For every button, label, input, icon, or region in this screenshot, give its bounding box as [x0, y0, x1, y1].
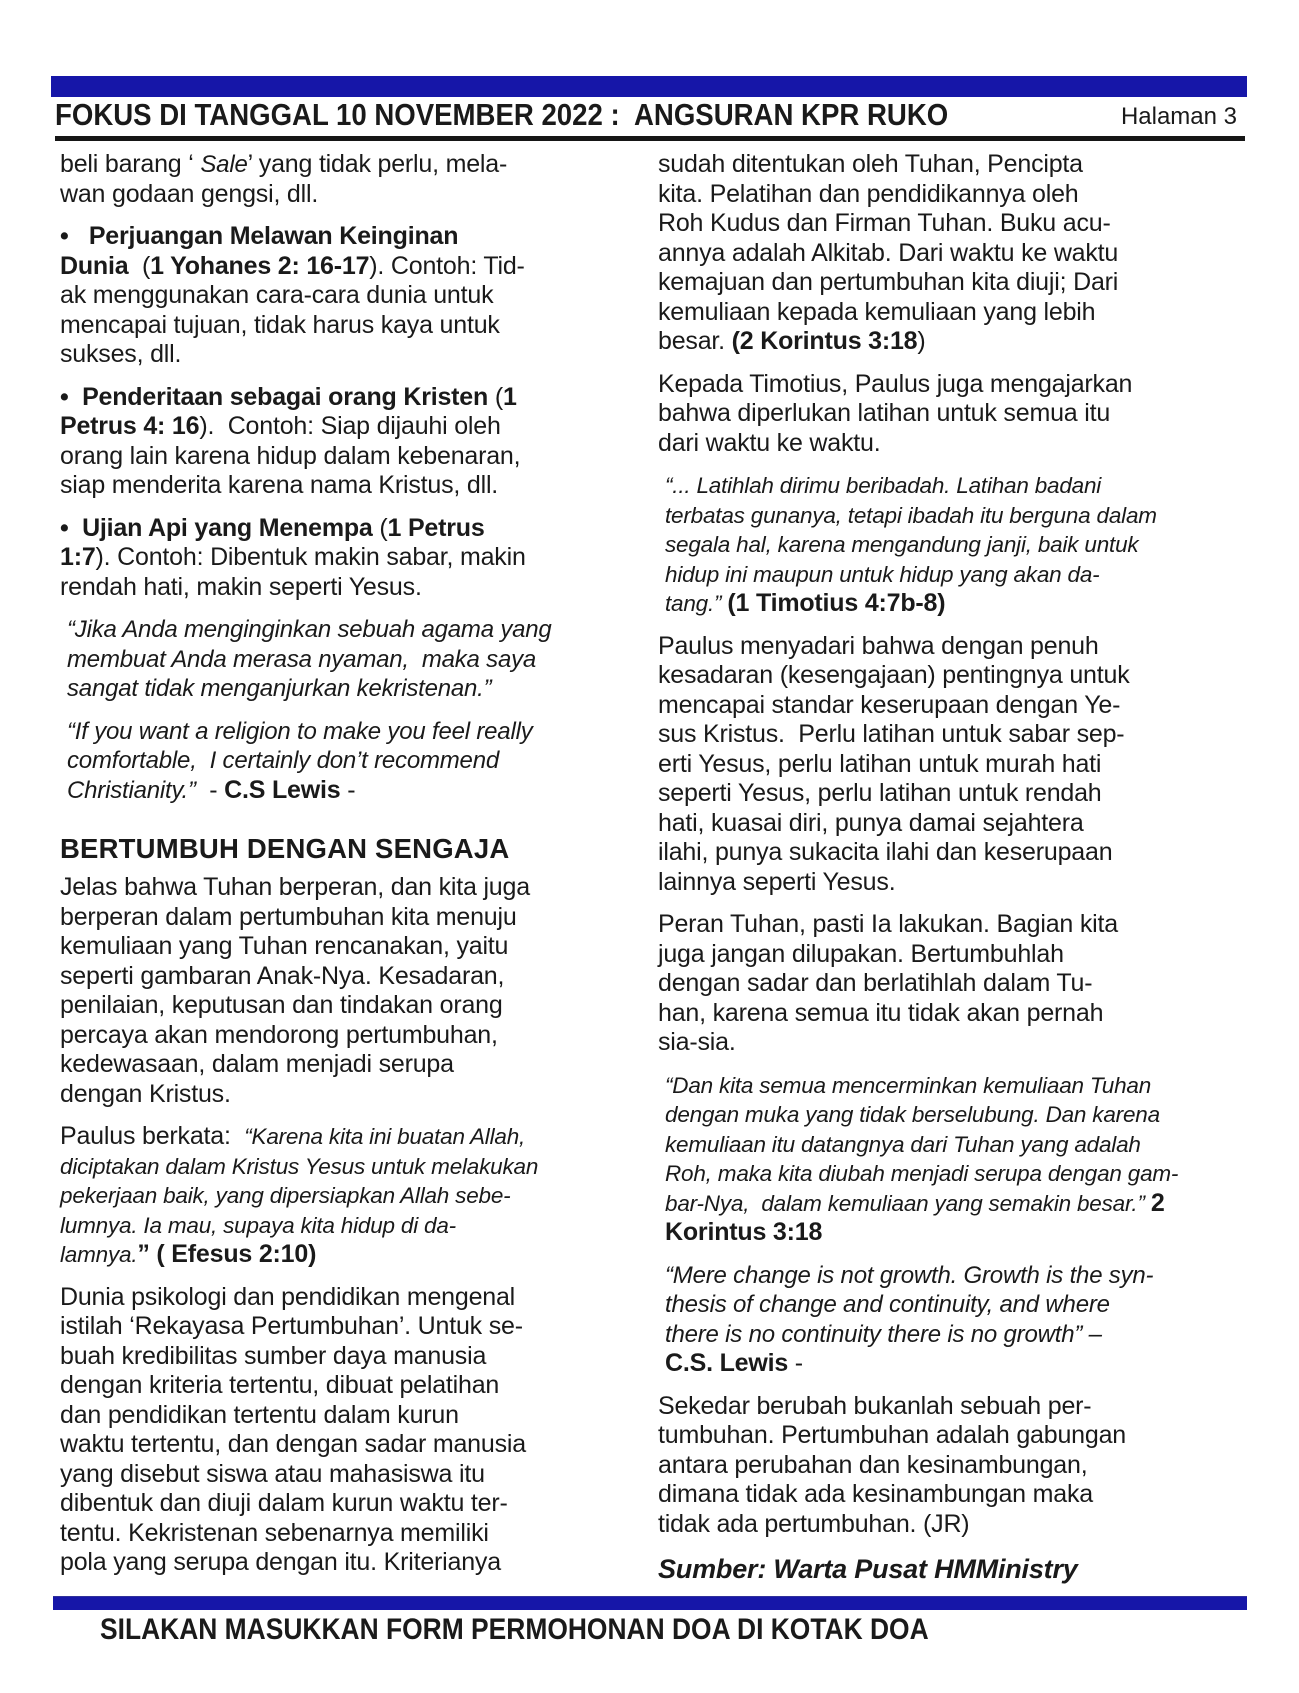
- text-line: [665, 589, 1246, 619]
- text-segment: “Jika Anda menginginkan sebuah agama yang: [67, 616, 552, 643]
- text-segment: [69, 222, 89, 250]
- text-segment: Dunia psikologi dan pendidikan mengenal: [60, 1282, 516, 1311]
- text-line: [658, 969, 1246, 999]
- text-segment: buah kredibilitas sumber daya manusia: [60, 1341, 487, 1370]
- text-segment: “Mere change is not growth. Growth is the syn-: [665, 1261, 1154, 1289]
- text-line: [665, 1189, 1246, 1219]
- text-line: [60, 543, 590, 573]
- text-segment: 1: [502, 382, 517, 411]
- text-line: [60, 1519, 590, 1549]
- page-title: FOKUS DI TANGGAL 10 NOVEMBER 2022 : ANGSURAN KPR RUKO: [55, 97, 949, 132]
- text-segment: C.S Lewis: [224, 775, 341, 804]
- text-segment: berperan dalam pertumbuhan kita menuju: [60, 902, 517, 931]
- page-header: [55, 98, 1245, 141]
- text-segment: annya adalah Alkitab. Dari waktu ke waktu: [658, 238, 1119, 267]
- text-line: [60, 573, 590, 603]
- text-segment: comfortable, I certainly don’t recommend: [67, 747, 499, 774]
- text-line: [658, 750, 1246, 780]
- text-segment: tang.”: [665, 591, 728, 616]
- text-line: [658, 1421, 1246, 1451]
- text-line: [60, 1342, 590, 1372]
- text-segment: pola yang serupa dengan itu. Kriterianya: [60, 1548, 501, 1576]
- text-segment: (: [488, 382, 503, 411]
- text-line: [60, 1489, 590, 1519]
- text-line: [658, 239, 1246, 269]
- text-segment: sus Kristus. Perlu latihan untuk sabar sep-: [658, 720, 1125, 748]
- text-segment: ak menggunakan cara-cara dunia untuk: [60, 281, 494, 309]
- article-body: [60, 150, 1246, 1599]
- text-segment: segala hal, karena mengandung janji, baik untuk: [665, 532, 1139, 557]
- text-segment: ” ( Efesus 2:10): [137, 1240, 317, 1268]
- text-line: [658, 150, 1246, 180]
- text-segment: seperti Yesus, perlu latihan untuk rendah: [658, 779, 1102, 807]
- column-right: [658, 150, 1246, 1599]
- text-segment: (: [372, 513, 388, 542]
- text-segment: Sekedar berubah bukanlah sebuah per-: [658, 1391, 1092, 1420]
- text-line: [60, 1181, 590, 1211]
- text-line: [60, 222, 590, 252]
- text-line: [60, 1080, 590, 1110]
- text-line: [60, 412, 590, 442]
- text-line: [60, 281, 590, 311]
- text-line: [67, 645, 590, 675]
- text-line: [60, 471, 590, 501]
- text-line: [67, 674, 590, 704]
- text-line: [665, 1218, 1246, 1248]
- text-segment: siap menderita karena nama Kristus, dll.: [60, 471, 499, 499]
- text-segment: istilah ‘Rekayasa Pertumbuhan’. Untuk se-: [60, 1312, 523, 1340]
- text-line: [60, 932, 590, 962]
- text-segment: (1 Timotius 4:7b-8): [727, 589, 946, 617]
- text-line: [658, 209, 1246, 239]
- text-line: [658, 691, 1246, 721]
- text-segment: penilaian, keputusan dan tindakan orang: [60, 991, 503, 1019]
- column-left: [60, 150, 590, 1591]
- quote-paragraph: [658, 1261, 1246, 1379]
- text-segment: bahwa diperlukan latihan untuk semua itu: [658, 399, 1111, 427]
- bullet-item: [60, 383, 590, 501]
- text-line: [658, 868, 1246, 898]
- text-segment: -: [195, 775, 225, 804]
- text-segment: •: [60, 222, 69, 250]
- text-line: [665, 1290, 1246, 1320]
- text-segment: 2: [1150, 1188, 1165, 1217]
- bullet-item: [60, 222, 590, 370]
- text-segment: kedewasaan, dalam menjadi serupa: [60, 1050, 454, 1078]
- text-segment: •: [60, 513, 69, 542]
- text-segment: rendah hati, makin seperti Yesus.: [60, 572, 422, 601]
- text-segment: pekerjaan baik, yang dipersiapkan Allah sebe-: [60, 1183, 511, 1208]
- text-line: [60, 442, 590, 472]
- paragraph: [658, 150, 1246, 357]
- text-segment: kemuliaan kepada kemuliaan yang lebih: [658, 297, 1096, 326]
- text-segment: Christianity.”: [67, 776, 196, 804]
- text-segment: lainnya seperti Yesus.: [658, 867, 896, 896]
- quote-paragraph: [658, 1071, 1246, 1248]
- paragraph: [658, 1392, 1246, 1540]
- text-line: [665, 501, 1246, 531]
- text-segment: •: [60, 382, 69, 411]
- text-line: [658, 809, 1246, 839]
- text-line: [658, 720, 1246, 750]
- text-segment: kesadaran (kesengajaan) pentingnya untuk: [658, 661, 1130, 689]
- quote-paragraph: [658, 471, 1246, 619]
- text-segment: erti Yesus, perlu latihan untuk murah hati: [658, 749, 1102, 778]
- text-segment: Roh, maka kita diubah menjadi serupa dengan gam-: [665, 1161, 1179, 1186]
- text-line: [658, 940, 1246, 970]
- text-line: [658, 1510, 1246, 1540]
- text-segment: ). Contoh: Siap dijauhi oleh: [199, 412, 501, 440]
- text-segment: tumbuhan. Pertumbuhan adalah gabungan: [658, 1421, 1126, 1449]
- text-segment: waktu tertentu, dan dengan sadar manusia: [60, 1430, 526, 1458]
- text-segment: Penderitaan sebagai orang Kristen: [82, 382, 489, 411]
- text-line: [60, 1312, 590, 1342]
- text-line: [60, 180, 590, 210]
- source-credit: [658, 1552, 1246, 1586]
- text-segment: there is no continuity there is no growth” –: [665, 1320, 1102, 1348]
- text-segment: kita. Pelatihan dan pendidikannya oleh: [658, 179, 1079, 208]
- text-line: [665, 1130, 1246, 1160]
- text-line: [60, 991, 590, 1021]
- text-line: [60, 1548, 590, 1578]
- text-line: [658, 999, 1246, 1029]
- quote-paragraph: [60, 615, 590, 704]
- text-segment: Perjuangan Melawan Keinginan: [88, 222, 459, 250]
- text-segment: membuat Anda merasa nyaman, maka saya: [67, 645, 537, 673]
- text-line: [67, 615, 590, 645]
- text-line: [60, 1401, 590, 1431]
- text-segment: [69, 514, 83, 542]
- text-segment: kemuliaan yang Tuhan rencanakan, yaitu: [60, 932, 509, 960]
- text-line: [658, 1028, 1246, 1058]
- text-line: [60, 1050, 590, 1080]
- text-segment: BERTUMBUH DENGAN SENGAJA: [60, 833, 510, 864]
- text-line: [60, 1021, 590, 1051]
- text-segment: Paulus berkata:: [60, 1122, 245, 1150]
- page-number-label: Halaman 3: [1120, 103, 1237, 130]
- text-line: [60, 1371, 590, 1401]
- text-segment: (: [128, 251, 151, 280]
- text-line: [60, 962, 590, 992]
- text-segment: Jelas bahwa Tuhan berperan, dan kita juga: [60, 873, 530, 901]
- text-segment: ). Contoh: Tid-: [369, 251, 525, 280]
- text-segment: -: [788, 1349, 803, 1377]
- text-segment: dengan Kristus.: [60, 1079, 231, 1108]
- text-segment: sangat tidak menganjurkan kekristenan.”: [67, 675, 492, 702]
- paragraph: [60, 1122, 590, 1270]
- text-line: [60, 832, 590, 866]
- text-segment: han, karena semua itu tidak akan pernah: [658, 998, 1104, 1027]
- footer-banner-text: SILAKAN MASUKKAN FORM PERMOHONAN DOA DI KOTAK DOA: [100, 1613, 929, 1646]
- text-line: [60, 514, 590, 544]
- text-segment: Petrus 4: 16: [60, 412, 200, 440]
- text-line: [658, 910, 1246, 940]
- paragraph: [658, 370, 1246, 459]
- text-line: [60, 1460, 590, 1490]
- text-segment: mencapai tujuan, tidak harus kaya untuk: [60, 310, 500, 339]
- text-line: [60, 311, 590, 341]
- text-segment: tentu. Kekristenan sebenarnya memiliki: [60, 1518, 489, 1547]
- text-line: [60, 1430, 590, 1460]
- text-line: [665, 1159, 1246, 1189]
- text-segment: C.S. Lewis: [665, 1349, 789, 1377]
- text-line: [658, 327, 1246, 357]
- text-line: [67, 776, 590, 806]
- text-line: [60, 1240, 590, 1270]
- text-segment: juga jangan dilupakan. Bertumbuhlah: [658, 939, 1064, 968]
- paragraph: [60, 873, 590, 1109]
- text-segment: Paulus menyadari bahwa dengan penuh: [658, 631, 1099, 660]
- paragraph: [658, 632, 1246, 898]
- text-line: [665, 1071, 1246, 1101]
- text-line: [658, 1451, 1246, 1481]
- text-segment: dimana tidak ada kesinambungan maka: [658, 1480, 1093, 1508]
- text-line: [658, 370, 1246, 400]
- text-line: [60, 1283, 590, 1313]
- text-segment: terbatas gunanya, tetapi ibadah itu berguna dalam: [665, 502, 1157, 528]
- text-line: [60, 383, 590, 413]
- text-line: [658, 1552, 1246, 1586]
- text-segment: percaya akan mendorong pertumbuhan,: [60, 1020, 498, 1049]
- text-line: [665, 530, 1246, 560]
- text-segment: Kepada Timotius, Paulus juga mengajarkan: [658, 369, 1133, 398]
- text-line: [665, 560, 1246, 590]
- text-line: [60, 873, 590, 903]
- text-line: [658, 632, 1246, 662]
- text-segment: ilahi, punya sukacita ilahi dan keserupaan: [658, 838, 1113, 866]
- text-line: [67, 746, 590, 776]
- text-line: [665, 1349, 1246, 1379]
- text-line: [665, 1100, 1246, 1130]
- text-segment: Roh Kudus dan Firman Tuhan. Buku acu-: [658, 209, 1111, 237]
- text-segment: kemajuan dan pertumbuhan kita diuji; Dari: [658, 268, 1119, 296]
- text-segment: dengan kriteria tertentu, dibuat pelatihan: [60, 1371, 500, 1399]
- text-segment: 1 Petrus: [387, 513, 485, 542]
- text-segment: ). Contoh: Dibentuk makin sabar, makin: [95, 543, 526, 571]
- text-segment: Peran Tuhan, pasti Ia lakukan. Bagian kita: [658, 910, 1118, 938]
- quote-paragraph: [60, 717, 590, 806]
- text-segment: [69, 383, 83, 411]
- text-segment: thesis of change and continuity, and where: [665, 1291, 1110, 1318]
- footer-accent-bar: [53, 1596, 1247, 1610]
- text-line: [658, 268, 1246, 298]
- text-segment: hati, kuasai diri, punya damai sejahtera: [658, 808, 1084, 837]
- text-segment: sia-sia.: [658, 1028, 736, 1056]
- top-accent-bar: [51, 76, 1247, 97]
- text-segment: Dunia: [60, 251, 129, 280]
- text-segment: kemuliaan itu datangnya dari Tuhan yang adalah: [665, 1131, 1141, 1157]
- text-segment: yang disebut siswa atau mahasiswa itu: [60, 1459, 485, 1488]
- paragraph: [60, 150, 590, 209]
- text-segment: 1 Yohanes 2: 16-17: [150, 251, 370, 280]
- text-segment: Sale: [200, 151, 248, 178]
- text-line: [665, 471, 1246, 501]
- text-line: [658, 180, 1246, 210]
- text-segment: lumnya. Ia mau, supaya kita hidup di da-: [60, 1212, 456, 1238]
- text-segment: lamnya.: [60, 1242, 138, 1267]
- text-line: [658, 429, 1246, 459]
- text-segment: mencapai standar keserupaan dengan Ye-: [658, 690, 1121, 719]
- text-line: [60, 150, 590, 180]
- text-line: [665, 1320, 1246, 1350]
- text-line: [658, 399, 1246, 429]
- text-segment: sudah ditentukan oleh Tuhan, Pencipta: [658, 150, 1083, 178]
- text-segment: ): [917, 327, 926, 355]
- text-segment: dengan sadar dan berlatihlah dalam Tu-: [658, 969, 1093, 997]
- text-segment: “Dan kita semua mencerminkan kemuliaan Tuhan: [665, 1072, 1152, 1098]
- text-segment: sukses, dll.: [60, 340, 182, 368]
- text-line: [658, 1392, 1246, 1422]
- text-segment: -: [340, 775, 356, 804]
- text-segment: dibentuk dan diuji dalam kurun waktu ter-: [60, 1489, 508, 1517]
- text-segment: Ujian Api yang Menempa: [82, 513, 373, 542]
- text-segment: antara perubahan dan kesinambungan,: [658, 1450, 1088, 1479]
- text-segment: (2 Korintus 3:18: [731, 327, 918, 355]
- text-line: [658, 298, 1246, 328]
- text-segment: dan pendidikan tertentu dalam kurun: [60, 1400, 459, 1429]
- text-line: [60, 903, 590, 933]
- text-line: [665, 1261, 1246, 1291]
- text-segment: hidup ini maupun untuk hidup yang akan da-: [665, 561, 1100, 587]
- paragraph: [658, 910, 1246, 1058]
- text-segment: Sumber: Warta Pusat HMMinistry: [658, 1554, 1078, 1584]
- text-segment: beli barang ‘: [60, 150, 201, 178]
- text-line: [60, 1122, 590, 1152]
- text-segment: “If you want a religion to make you feel really: [67, 717, 533, 745]
- text-segment: bar-Nya, dalam kemuliaan yang semakin besar.”: [665, 1190, 1151, 1216]
- text-line: [67, 717, 590, 747]
- text-segment: orang lain karena hidup dalam kebenaran,: [60, 441, 521, 470]
- text-segment: seperti gambaran Anak-Nya. Kesadaran,: [60, 961, 505, 990]
- text-line: [658, 1480, 1246, 1510]
- text-segment: Korintus 3:18: [665, 1218, 823, 1246]
- text-segment: tidak ada pertumbuhan. (JR): [658, 1509, 970, 1538]
- text-line: [60, 1211, 590, 1241]
- text-segment: “... Latihlah dirimu beribadah. Latihan badani: [665, 473, 1102, 498]
- text-segment: ’ yang tidak perlu, mela-: [247, 150, 508, 178]
- paragraph: [60, 1283, 590, 1578]
- text-segment: dari waktu ke waktu.: [658, 428, 881, 457]
- text-line: [658, 779, 1246, 809]
- text-segment: besar.: [658, 327, 732, 355]
- text-segment: wan godaan gengsi, dll.: [60, 179, 319, 208]
- text-segment: “Karena kita ini buatan Allah,: [244, 1124, 526, 1149]
- text-line: [60, 340, 590, 370]
- text-line: [658, 661, 1246, 691]
- bullet-item: [60, 514, 590, 603]
- text-line: [658, 838, 1246, 868]
- text-line: [60, 1152, 590, 1182]
- text-line: [60, 252, 590, 282]
- text-segment: 1:7: [60, 543, 96, 571]
- text-segment: dengan muka yang tidak berselubung. Dan karena: [665, 1102, 1160, 1127]
- text-segment: diciptakan dalam Kristus Yesus untuk melakukan: [60, 1153, 539, 1179]
- section-heading: [60, 832, 590, 866]
